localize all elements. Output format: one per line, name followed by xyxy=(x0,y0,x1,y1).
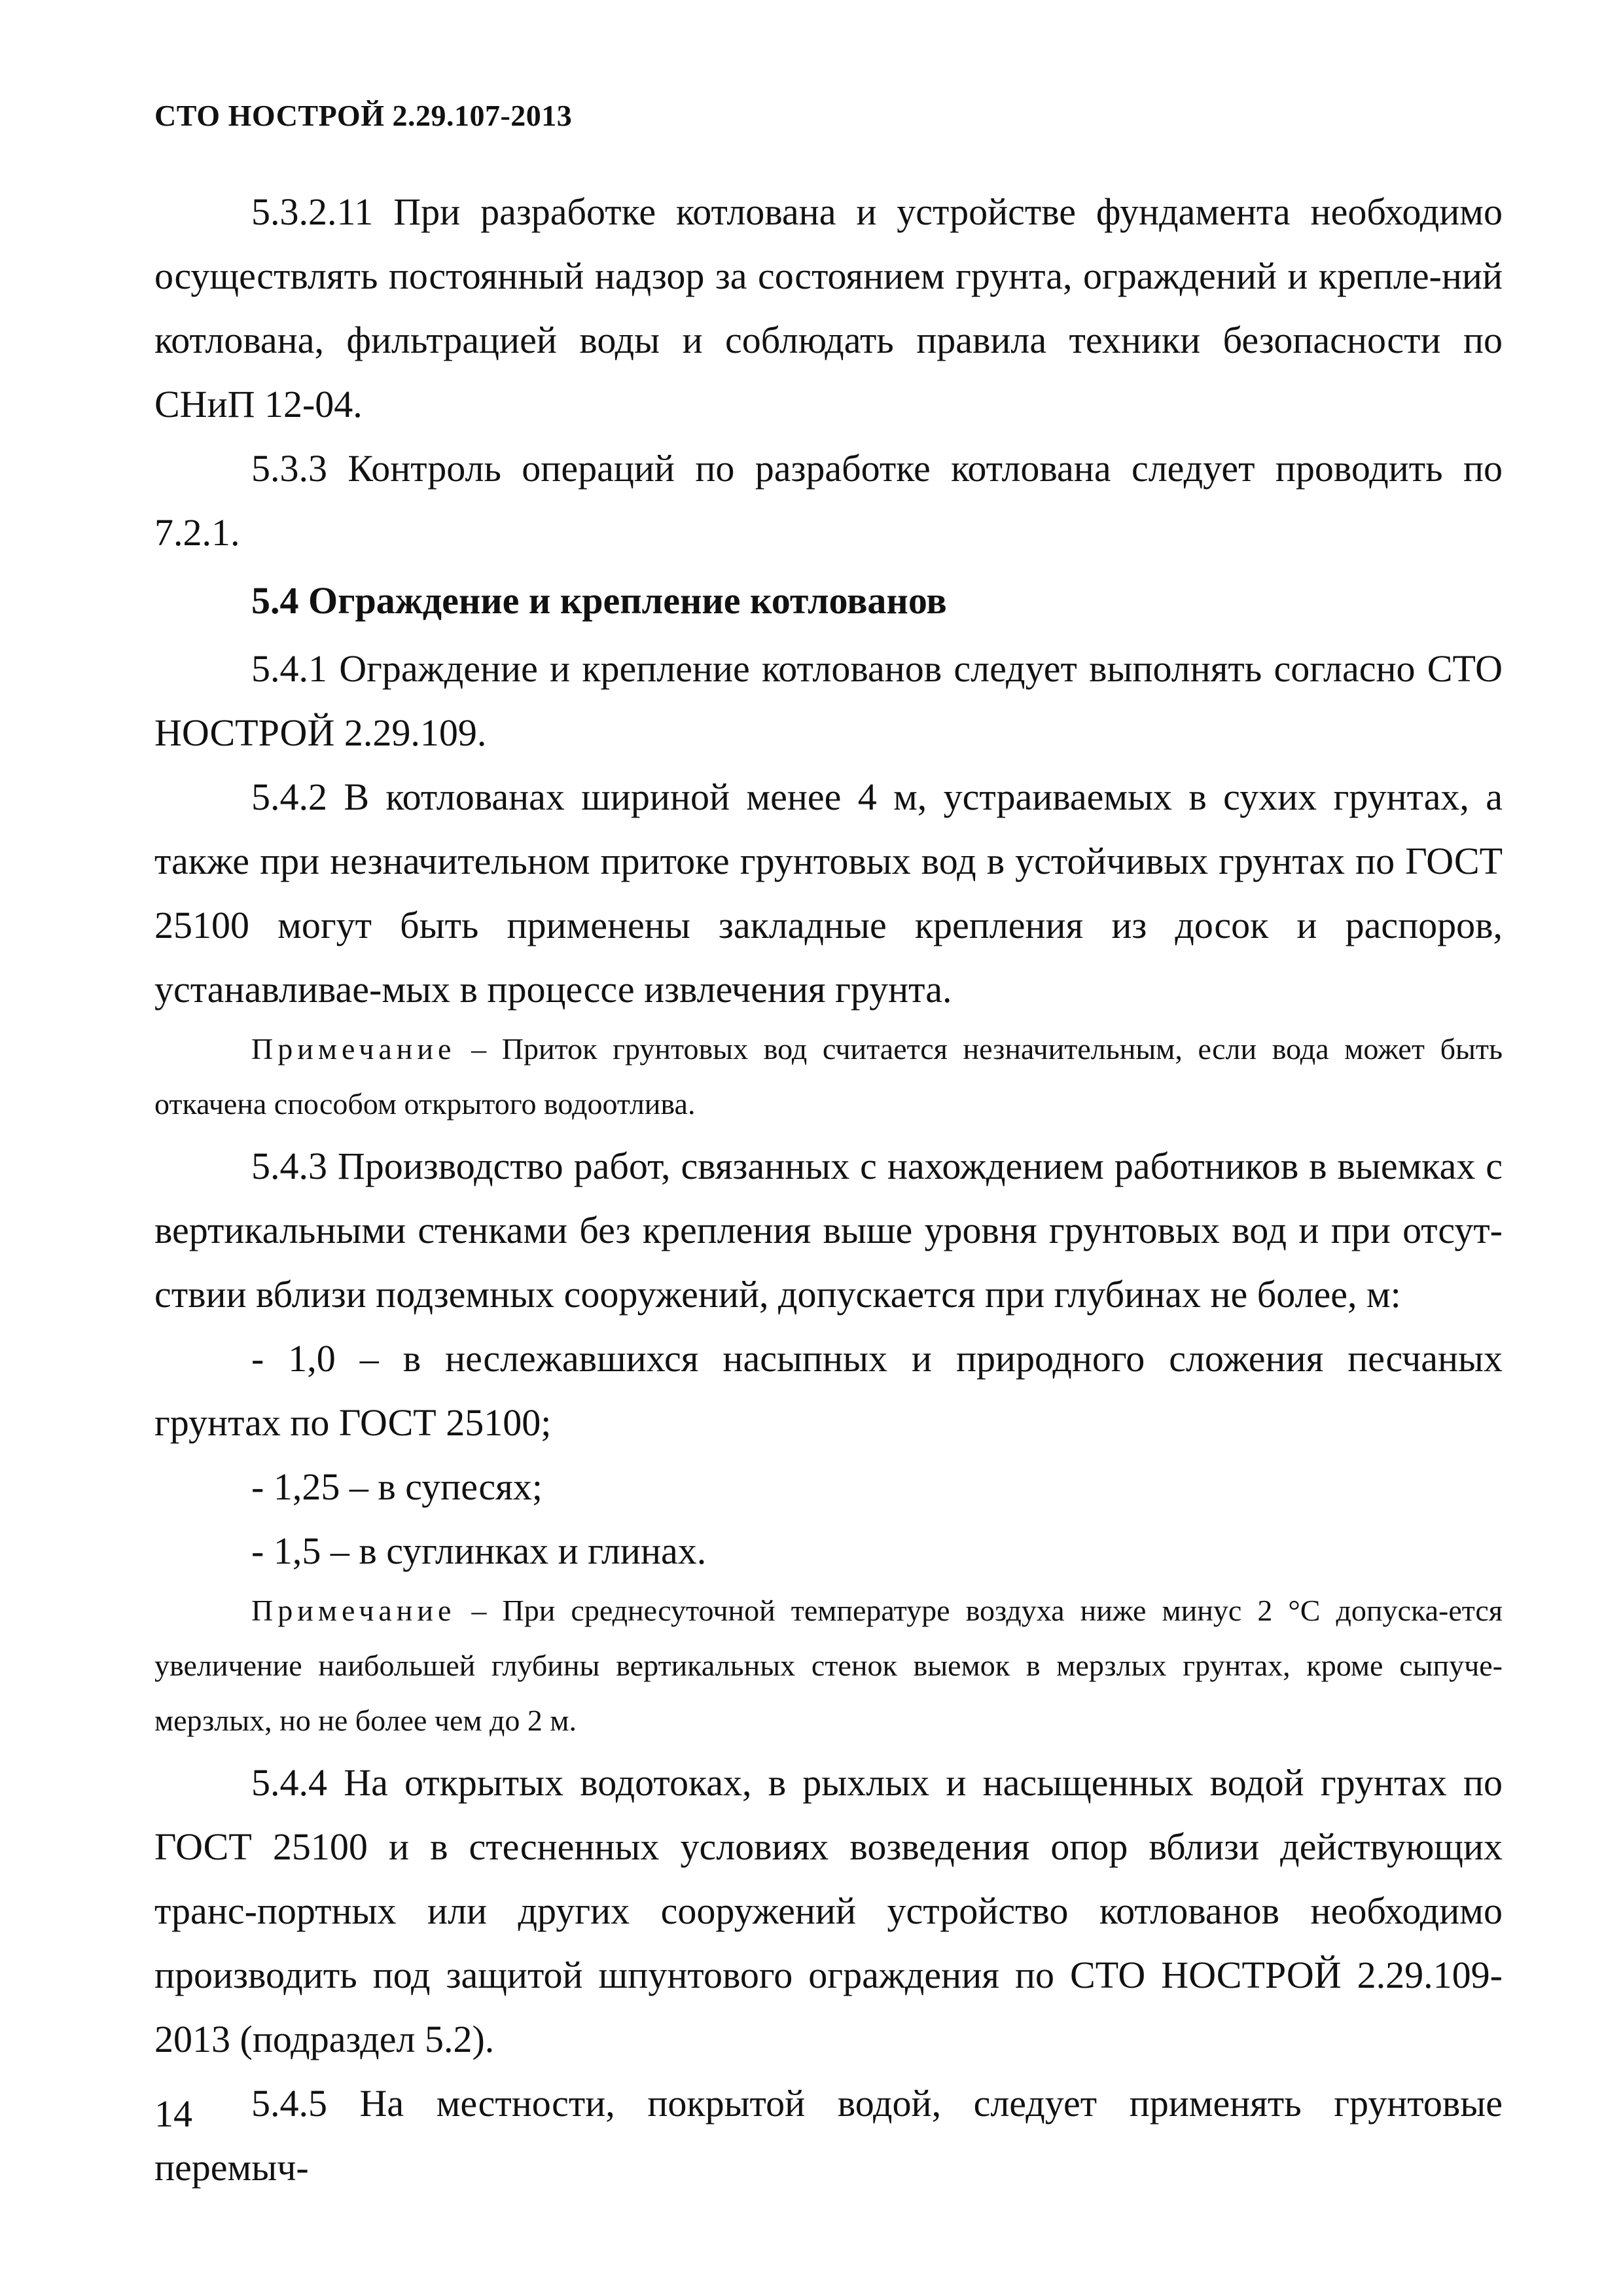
note-label: Примечание xyxy=(251,1594,456,1627)
section-heading-5-4: 5.4 Ограждение и крепление котлованов xyxy=(251,579,947,622)
paragraph-5-4-2: 5.4.2 В котлованах шириной менее 4 м, устраиваемых в сухих грунтах, а также при незначительном притоке грунтовых вод в устойчивых грунтах по ГОСТ 25100 могут быть применены закладные крепления из досок и распоров, устанавливае-мых в процессе извлечения грунта. xyxy=(154,776,1503,1011)
note-1 xyxy=(154,1022,1503,1132)
note-label: Примечание xyxy=(251,1032,456,1066)
list-item: - 1,5 – в суглинках и глинах. xyxy=(251,1530,707,1572)
list-item: - 1,25 – в супесях; xyxy=(251,1465,543,1508)
paragraph-5-4-1: 5.4.1 Ограждение и крепление котлованов следует выполнять согласно СТО НОСТРОЙ 2.29.109. xyxy=(154,647,1503,754)
paragraph-5-4-5: 5.4.5 На местности, покрытой водой, следует применять грунтовые перемыч- xyxy=(154,2082,1503,2189)
note-2 xyxy=(154,1583,1503,1748)
note-text: – При среднесуточной температуре воздуха ниже минус 2 °С допуска-ется увеличение наибольшей глубины вертикальных стенок выемок в мерзлых грунтах, кроме сыпуче-мерзлых, но не более чем до 2 м. xyxy=(154,1594,1503,1737)
paragraph-5-3-2-11: 5.3.2.11 При разработке котлована и устройстве фундамента необходимо осуществлять постоянный надзор за состоянием грунта, ограждений и крепле-ний котлована, фильтрацией воды и соблюдать правила техники безопасности по СНиП 12-04. xyxy=(154,190,1503,425)
page-body xyxy=(154,180,1503,2200)
paragraph-5-4-3: 5.4.3 Производство работ, связанных с нахождением работников в выемках с вертикальными стенками без крепления выше уровня грунтовых вод и при отсут-ствии вблизи подземных сооружений, допускается при глубинах не более, м: xyxy=(154,1145,1503,1316)
document-code-header: СТО НОСТРОЙ 2.29.107-2013 xyxy=(154,99,573,132)
page-number: 14 xyxy=(154,2092,192,2135)
note-text: – Приток грунтовых вод считается незначительным, если вода может быть откачена способом открытого водоотлива. xyxy=(154,1032,1503,1121)
paragraph-5-4-4: 5.4.4 На открытых водотоках, в рыхлых и насыщенных водой грунтах по ГОСТ 25100 и в стесненных условиях возведения опор вблизи действующих транс-портных или других сооружений устройство котлованов необходимо производить под защитой шпунтового ограждения по СТО НОСТРОЙ 2.29.109-2013 (подраздел 5.2). xyxy=(154,1761,1503,2060)
list-item: - 1,0 – в неслежавшихся насыпных и природного сложения песчаных грунтах по ГОСТ 25100; xyxy=(154,1337,1503,1444)
paragraph-5-3-3: 5.3.3 Контроль операций по разработке котлована следует проводить по 7.2.1. xyxy=(154,447,1503,554)
